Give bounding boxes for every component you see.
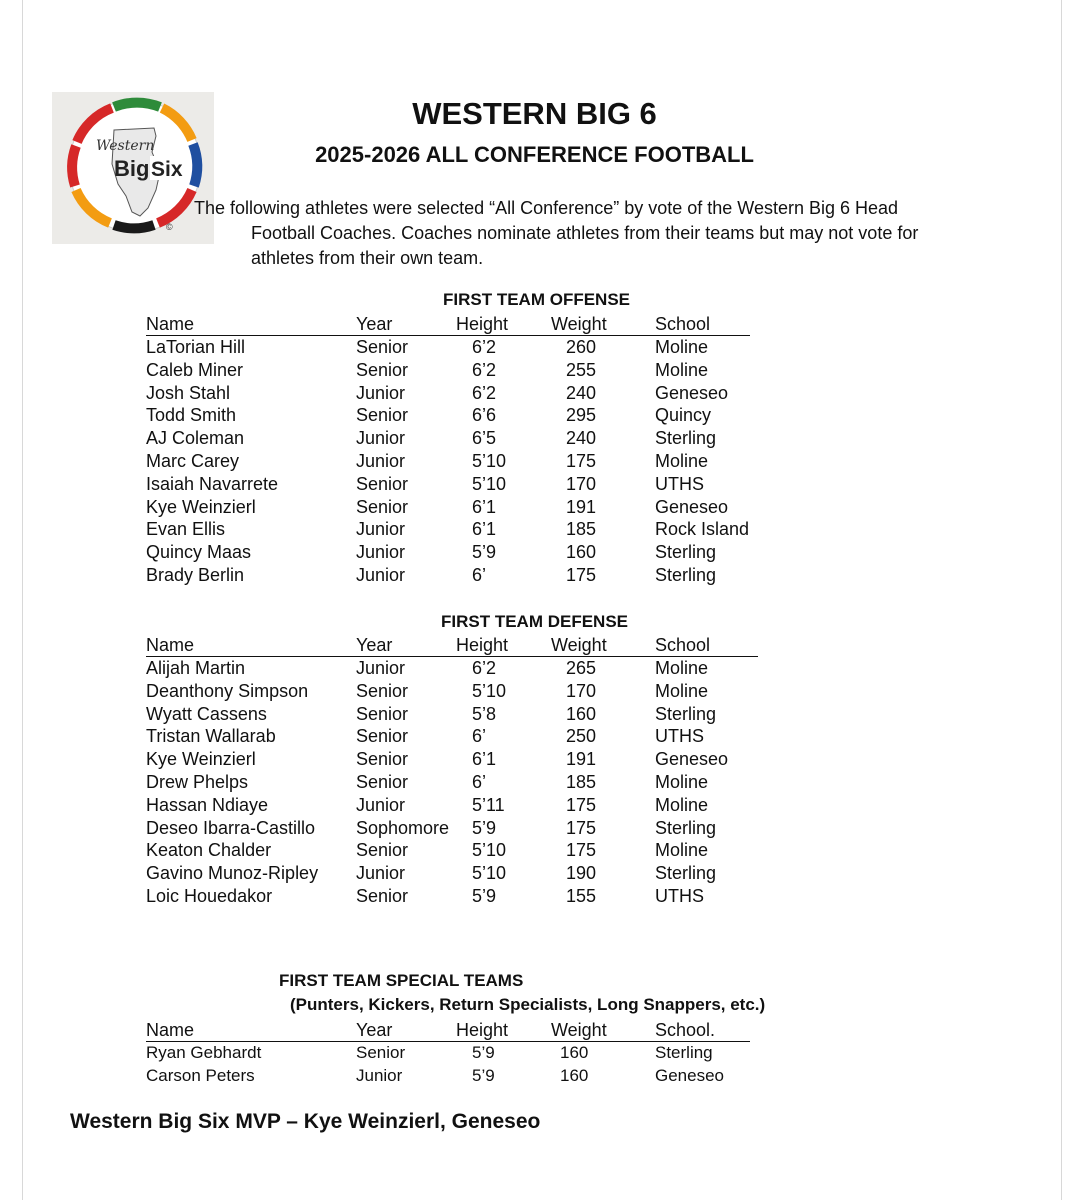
player-height: 6’1 <box>472 749 497 770</box>
player-height: 5’10 <box>472 680 507 701</box>
col-year: Year <box>356 314 456 336</box>
player-height: 6’ <box>472 564 487 585</box>
player-name: LaTorian Hill <box>146 337 246 357</box>
player-height: 5’9 <box>472 885 497 906</box>
table-row <box>146 703 758 726</box>
player-year: Senior <box>356 885 409 906</box>
table-row <box>146 771 758 794</box>
offense-header-row <box>146 314 750 336</box>
player-year: Senior <box>356 473 409 494</box>
player-height: 5’9 <box>472 1065 495 1085</box>
player-school: UTHS <box>655 885 704 906</box>
player-height: 6’ <box>472 726 487 747</box>
player-year: Senior <box>356 749 409 770</box>
page-subtitle: 2025-2026 ALL CONFERENCE FOOTBALL <box>315 142 754 167</box>
player-name: Kye Weinzierl <box>146 496 256 517</box>
player-height: 6’2 <box>472 382 497 403</box>
player-year: Senior <box>356 359 409 380</box>
player-year: Junior <box>356 658 406 678</box>
player-name: Evan Ellis <box>146 519 226 540</box>
player-school: Geneseo <box>655 496 729 517</box>
special-header-row <box>146 1020 750 1042</box>
player-height: 6’1 <box>472 519 497 540</box>
player-name: Hassan Ndiaye <box>146 794 269 815</box>
table-row <box>146 450 750 473</box>
col-height: Height <box>456 1020 551 1042</box>
player-weight: 175 <box>566 840 597 861</box>
player-weight: 185 <box>566 519 597 540</box>
table-row <box>146 336 750 359</box>
defense-table <box>146 635 758 908</box>
player-school: Sterling <box>655 428 717 449</box>
player-weight: 265 <box>566 658 597 678</box>
player-weight: 250 <box>566 726 597 747</box>
player-school: Moline <box>655 658 709 678</box>
player-height: 6’6 <box>472 405 497 426</box>
player-name: Wyatt Cassens <box>146 703 267 724</box>
player-height: 5’10 <box>472 840 507 861</box>
table-row <box>146 725 758 748</box>
player-school: Sterling <box>655 564 717 585</box>
player-name: Deanthony Simpson <box>146 680 309 701</box>
player-name: Drew Phelps <box>146 771 249 792</box>
player-year: Senior <box>356 405 409 426</box>
player-height: 5’10 <box>472 450 507 471</box>
col-name: Name <box>146 314 356 336</box>
table-row <box>146 885 758 908</box>
table-row <box>146 817 758 840</box>
player-school: Rock Island <box>655 519 750 540</box>
player-weight: 155 <box>566 885 597 906</box>
player-name: Carson Peters <box>146 1065 255 1085</box>
logo-copyright: © <box>166 222 173 232</box>
player-height: 5’9 <box>472 542 497 563</box>
player-school: Moline <box>655 840 709 861</box>
player-height: 6’5 <box>472 428 497 449</box>
player-year: Senior <box>356 703 409 724</box>
player-year: Junior <box>356 382 406 403</box>
player-weight: 191 <box>566 496 597 517</box>
player-weight: 240 <box>566 382 597 403</box>
special-subtitle: (Punters, Kickers, Return Specialists, Long Snappers, etc.) <box>290 995 766 1014</box>
player-height: 6’1 <box>472 496 497 517</box>
special-table <box>146 1020 750 1088</box>
player-school: Sterling <box>655 863 717 884</box>
table-row <box>146 404 750 427</box>
player-weight: 255 <box>566 359 597 380</box>
player-school: UTHS <box>655 726 704 747</box>
player-height: 6’2 <box>472 337 497 357</box>
table-row <box>146 680 758 703</box>
col-height: Height <box>456 635 551 657</box>
player-name: Deseo Ibarra-Castillo <box>146 817 316 838</box>
player-weight: 170 <box>566 473 597 494</box>
defense-header-row <box>146 635 758 657</box>
player-height: 6’ <box>472 771 487 792</box>
table-row <box>146 473 750 496</box>
table-row <box>146 564 750 587</box>
player-school: UTHS <box>655 473 704 494</box>
player-year: Junior <box>356 450 406 471</box>
player-year: Senior <box>356 496 409 517</box>
special-title: FIRST TEAM SPECIAL TEAMS <box>279 971 524 990</box>
intro-line-2: Football Coaches. Coaches nominate athletes from their teams but may not vote for <box>251 223 919 243</box>
player-name: Todd Smith <box>146 405 237 426</box>
table-row <box>146 794 758 817</box>
col-school: School. <box>655 1020 750 1042</box>
player-year: Junior <box>356 519 406 540</box>
table-row <box>146 359 750 382</box>
player-weight: 175 <box>566 564 597 585</box>
table-row <box>146 541 750 564</box>
player-name: Tristan Wallarab <box>146 726 276 747</box>
col-weight: Weight <box>551 314 655 336</box>
table-row <box>146 382 750 405</box>
player-height: 5’11 <box>472 794 505 815</box>
player-weight: 175 <box>566 817 597 838</box>
offense-table <box>146 314 750 587</box>
player-name: Keaton Chalder <box>146 840 272 861</box>
logo-script-text: Western <box>96 138 155 154</box>
table-row <box>146 1042 750 1065</box>
player-year: Junior <box>356 1065 403 1085</box>
intro-line-3: athletes from their own team. <box>251 248 484 268</box>
player-year: Senior <box>356 680 409 701</box>
player-weight: 175 <box>566 794 597 815</box>
player-school: Geneseo <box>655 749 729 770</box>
defense-title: FIRST TEAM DEFENSE <box>441 612 629 631</box>
player-year: Junior <box>356 542 406 563</box>
table-row <box>146 862 758 885</box>
table-row <box>146 657 758 680</box>
player-school: Quincy <box>655 405 712 426</box>
col-weight: Weight <box>551 1020 655 1042</box>
col-name: Name <box>146 635 356 657</box>
player-weight: 190 <box>566 863 597 884</box>
offense-title: FIRST TEAM OFFENSE <box>443 290 630 309</box>
player-year: Junior <box>356 863 406 884</box>
player-height: 6’2 <box>472 359 497 380</box>
player-name: Isaiah Navarrete <box>146 473 279 494</box>
player-name: Josh Stahl <box>146 382 231 403</box>
player-school: Sterling <box>655 817 717 838</box>
player-height: 5’9 <box>472 817 497 838</box>
player-weight: 170 <box>566 680 597 701</box>
table-row <box>146 427 750 450</box>
player-name: Gavino Munoz-Ripley <box>146 863 319 884</box>
player-school: Moline <box>655 359 709 380</box>
table-row <box>146 839 758 862</box>
player-name: Loic Houedakor <box>146 885 273 906</box>
player-school: Geneseo <box>655 382 729 403</box>
player-school: Moline <box>655 680 709 701</box>
player-name: Alijah Martin <box>146 658 246 678</box>
player-year: Junior <box>356 794 406 815</box>
player-year: Senior <box>356 771 409 792</box>
player-name: Caleb Miner <box>146 359 244 380</box>
player-year: Junior <box>356 428 406 449</box>
player-weight: 295 <box>566 405 597 426</box>
player-name: Brady Berlin <box>146 564 245 585</box>
player-year: Senior <box>356 840 409 861</box>
intro-paragraph <box>194 196 994 271</box>
intro-line-1: The following athletes were selected “All Conference” by vote of the Western Big 6 Head <box>194 198 899 218</box>
player-name: Ryan Gebhardt <box>146 1043 262 1062</box>
player-name: Marc Carey <box>146 450 240 471</box>
col-school: School <box>655 314 750 336</box>
player-weight: 240 <box>566 428 597 449</box>
player-school: Moline <box>655 337 709 357</box>
player-weight: 160 <box>560 1065 589 1085</box>
col-height: Height <box>456 314 551 336</box>
col-weight: Weight <box>551 635 655 657</box>
player-weight: 260 <box>566 337 597 357</box>
player-school: Moline <box>655 771 709 792</box>
player-height: 5’9 <box>472 1043 495 1062</box>
mvp-line: Western Big Six MVP – Kye Weinzierl, Geneseo <box>70 1110 541 1133</box>
player-weight: 185 <box>566 771 597 792</box>
player-name: Quincy Maas <box>146 542 252 563</box>
player-weight: 191 <box>566 749 597 770</box>
player-height: 5’10 <box>472 473 507 494</box>
player-name: Kye Weinzierl <box>146 749 256 770</box>
player-height: 5’10 <box>472 863 507 884</box>
table-row <box>146 496 750 519</box>
logo-six-text: Six <box>151 158 183 181</box>
player-school: Geneseo <box>655 1065 724 1085</box>
player-school: Moline <box>655 450 709 471</box>
player-year: Senior <box>356 1043 406 1062</box>
player-name: AJ Coleman <box>146 428 245 449</box>
player-year: Junior <box>356 564 406 585</box>
col-name: Name <box>146 1020 356 1042</box>
logo-big-text: Big <box>114 156 150 181</box>
col-school: School <box>655 635 758 657</box>
player-weight: 175 <box>566 450 597 471</box>
player-year: Senior <box>356 337 409 357</box>
player-weight: 160 <box>560 1043 589 1062</box>
table-row <box>146 748 758 771</box>
player-school: Moline <box>655 794 709 815</box>
player-weight: 160 <box>566 542 597 563</box>
col-year: Year <box>356 635 456 657</box>
player-school: Sterling <box>655 1043 713 1062</box>
page-title: WESTERN BIG 6 <box>412 96 657 131</box>
table-row <box>146 518 750 541</box>
player-height: 6’2 <box>472 658 497 678</box>
col-year: Year <box>356 1020 456 1042</box>
player-weight: 160 <box>566 703 597 724</box>
player-height: 5’8 <box>472 703 497 724</box>
player-school: Sterling <box>655 703 717 724</box>
player-year: Sophomore <box>356 817 450 838</box>
player-year: Senior <box>356 726 409 747</box>
table-row <box>146 1065 750 1088</box>
player-school: Sterling <box>655 542 717 563</box>
